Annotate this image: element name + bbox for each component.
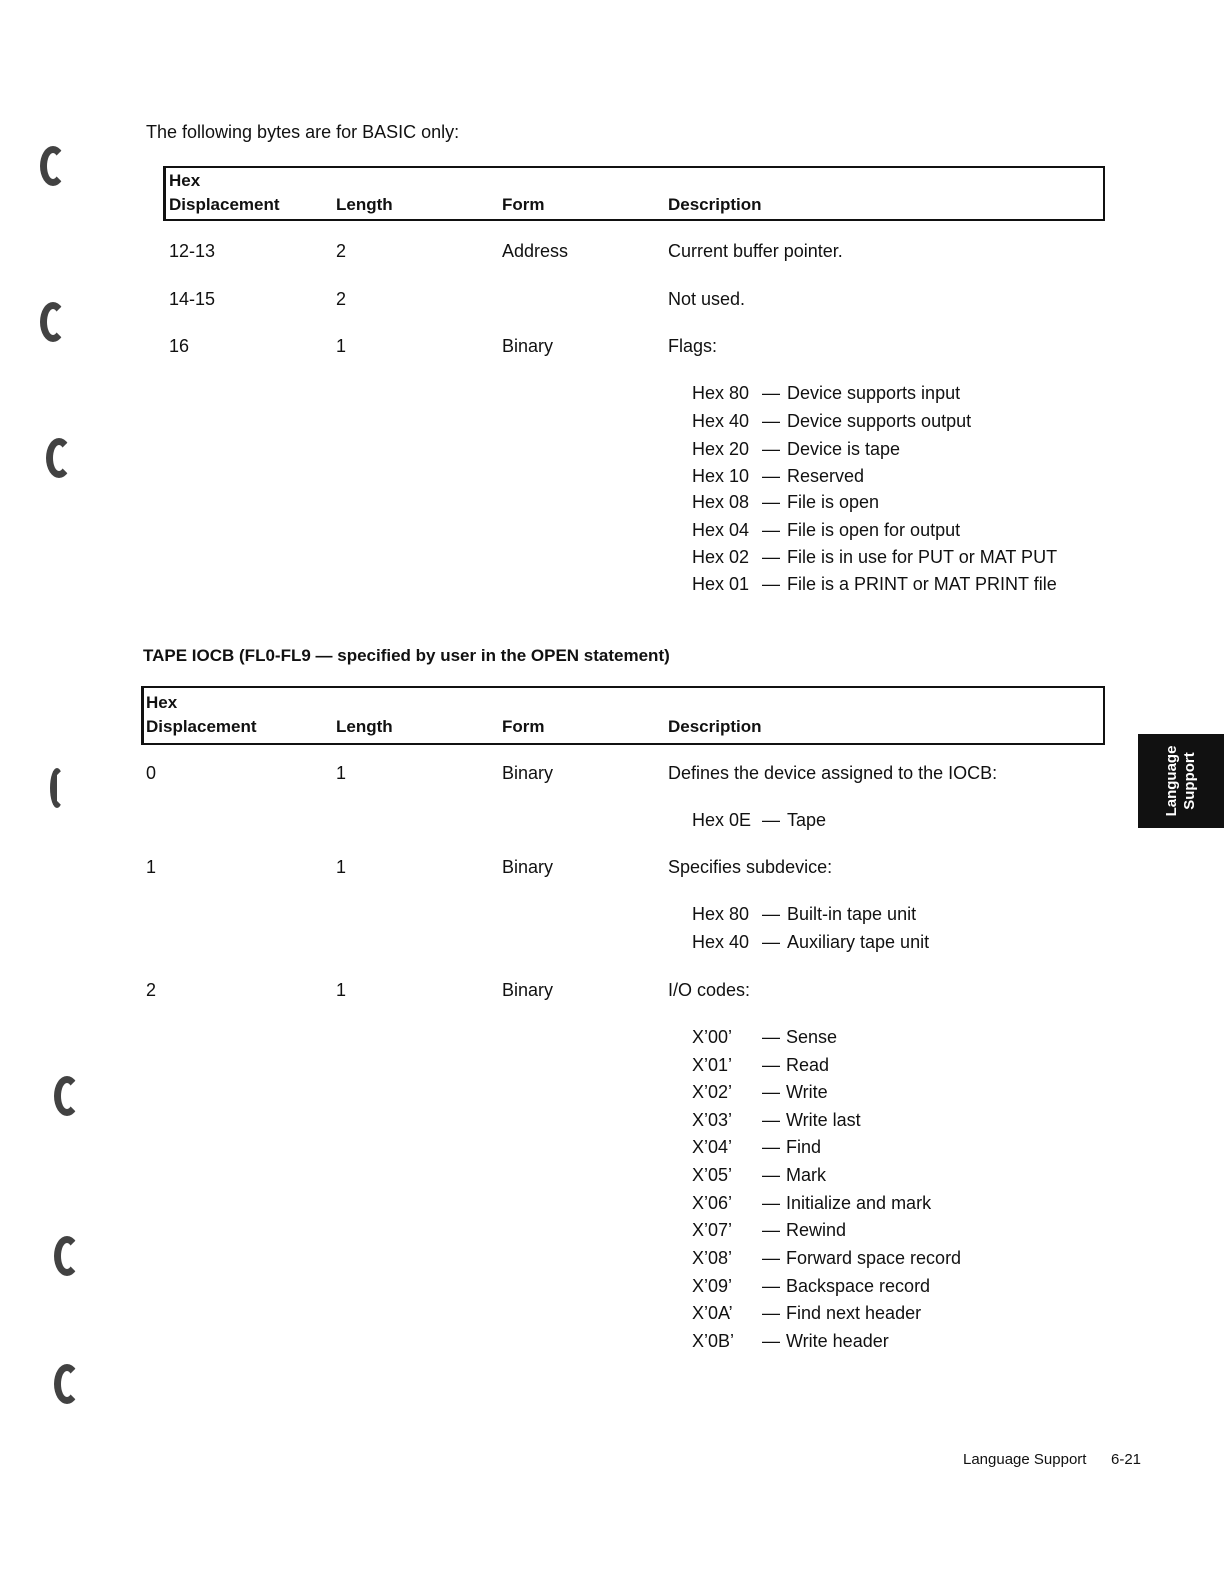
table2-row-form: Binary [502,980,554,1000]
subdevice-code: Hex 80 [692,904,750,924]
io-dash: — [762,1027,780,1047]
table1-header-box [163,166,1105,221]
io-dash: — [762,1248,780,1268]
subdevice-dash: — [762,932,780,952]
io-code: X’07’ [692,1220,733,1240]
io-dash: — [762,1110,780,1130]
io-meaning: Backspace record [786,1276,931,1296]
io-meaning: Write header [786,1331,889,1351]
table2-row-form: Binary [502,857,554,877]
side-tab-line2: Support [1181,752,1198,810]
table1-header-form: Form [502,195,545,214]
io-meaning: Initialize and mark [786,1193,932,1213]
flag-code: Hex 10 [692,466,750,486]
io-dash: — [762,1137,780,1157]
flag-meaning: File is open for output [787,520,961,540]
flag-code: Hex 20 [692,439,750,459]
device-meaning: Tape [787,810,827,830]
flag-meaning: Device supports output [787,411,972,431]
io-code: X’0A’ [692,1303,733,1323]
flag-meaning: File is in use for PUT or MAT PUT [787,547,1058,567]
flag-code: Hex 80 [692,383,750,403]
io-code: X’03’ [692,1110,733,1130]
table1-header-length: Length [336,195,393,214]
io-meaning: Mark [786,1165,826,1185]
table2-row-length: 1 [336,980,347,1000]
section-title: TAPE IOCB (FL0-FL9 — specified by user in the OPEN statement) [143,646,670,665]
table2-header-box [141,686,1105,745]
io-code: X’02’ [692,1082,733,1102]
binder-hole-mark [40,302,66,342]
table2-header-description: Description [668,717,762,736]
table2-row-disp: 1 [146,857,157,877]
binder-hole-mark [54,1076,80,1116]
table2-row-description: Specifies subdevice: [668,857,833,877]
flag-meaning: Device is tape [787,439,901,459]
table2-header-form: Form [502,717,545,736]
io-code: X’0B’ [692,1331,735,1351]
table1-row-form: Binary [502,336,554,356]
io-dash: — [762,1193,780,1213]
binder-hole-mark [40,146,66,186]
flag-code: Hex 01 [692,574,750,594]
table1-row-disp: 16 [169,336,190,356]
io-dash: — [762,1082,780,1102]
table1-header-description: Description [668,195,762,214]
table2-row-form: Binary [502,763,554,783]
io-code: X’01’ [692,1055,733,1075]
table2-row-disp: 2 [146,980,157,1000]
device-dash: — [762,810,780,830]
table1-row-description: Not used. [668,289,746,309]
flag-dash: — [762,492,780,512]
io-meaning: Forward space record [786,1248,962,1268]
flag-meaning: Reserved [787,466,865,486]
io-meaning: Write [786,1082,828,1102]
flag-meaning: File is a PRINT or MAT PRINT file [787,574,1057,594]
io-meaning: Read [786,1055,830,1075]
table1-row-description: Current buffer pointer. [668,241,843,261]
io-code: X’00’ [692,1027,733,1047]
flag-meaning: Device supports input [787,383,961,403]
io-dash: — [762,1303,780,1323]
binder-hole-mark [50,768,64,808]
side-tab-label [1163,746,1199,817]
side-tab-line1: Language [1163,745,1180,817]
io-code: X’08’ [692,1248,733,1268]
table2-row-description: Defines the device assigned to the IOCB: [668,763,998,783]
flag-code: Hex 40 [692,411,750,431]
footer-section-name: Language Support [963,1451,1087,1468]
flag-dash: — [762,547,780,567]
io-dash: — [762,1055,780,1075]
subdevice-dash: — [762,904,780,924]
subdevice-meaning: Built-in tape unit [787,904,917,924]
footer-page-number: 6-21 [1111,1451,1142,1468]
io-meaning: Sense [786,1027,838,1047]
flag-code: Hex 02 [692,547,750,567]
io-meaning: Write last [786,1110,861,1130]
table1-row-length: 2 [336,289,347,309]
io-meaning: Find next header [786,1303,922,1323]
io-meaning: Find [786,1137,822,1157]
flag-dash: — [762,466,780,486]
flag-dash: — [762,439,780,459]
table2-header-hex: Hex [146,693,178,712]
flag-code: Hex 04 [692,520,750,540]
io-dash: — [762,1331,780,1351]
io-code: X’04’ [692,1137,733,1157]
io-dash: — [762,1165,780,1185]
io-code: X’06’ [692,1193,733,1213]
section-side-tab [1138,734,1224,828]
flag-code: Hex 08 [692,492,750,512]
table1-header-displacement: Displacement [169,195,280,214]
table2-header-length: Length [336,717,393,736]
flag-dash: — [762,383,780,403]
flag-dash: — [762,411,780,431]
io-meaning: Rewind [786,1220,847,1240]
binder-hole-mark [54,1236,80,1276]
table1-row-disp: 14-15 [169,289,216,309]
device-code: Hex 0E [692,810,752,830]
io-code: X’09’ [692,1276,733,1296]
table1-row-form: Address [502,241,569,261]
subdevice-code: Hex 40 [692,932,750,952]
flag-dash: — [762,574,780,594]
table2-row-length: 1 [336,857,347,877]
table1-row-description: Flags: [668,336,718,356]
binder-hole-mark [54,1364,80,1404]
table1-row-length: 2 [336,241,347,261]
table1-row-disp: 12-13 [169,241,216,261]
io-dash: — [762,1220,780,1240]
intro-text: The following bytes are for BASIC only: [146,122,460,142]
flag-dash: — [762,520,780,540]
binder-hole-mark [46,438,72,478]
table2-header-displacement: Displacement [146,717,257,736]
subdevice-meaning: Auxiliary tape unit [787,932,930,952]
io-code: X’05’ [692,1165,733,1185]
table2-row-disp: 0 [146,763,157,783]
table1-row-length: 1 [336,336,347,356]
table2-row-length: 1 [336,763,347,783]
io-dash: — [762,1276,780,1296]
flag-meaning: File is open [787,492,880,512]
table1-header-hex: Hex [169,171,201,190]
table2-row-description: I/O codes: [668,980,751,1000]
